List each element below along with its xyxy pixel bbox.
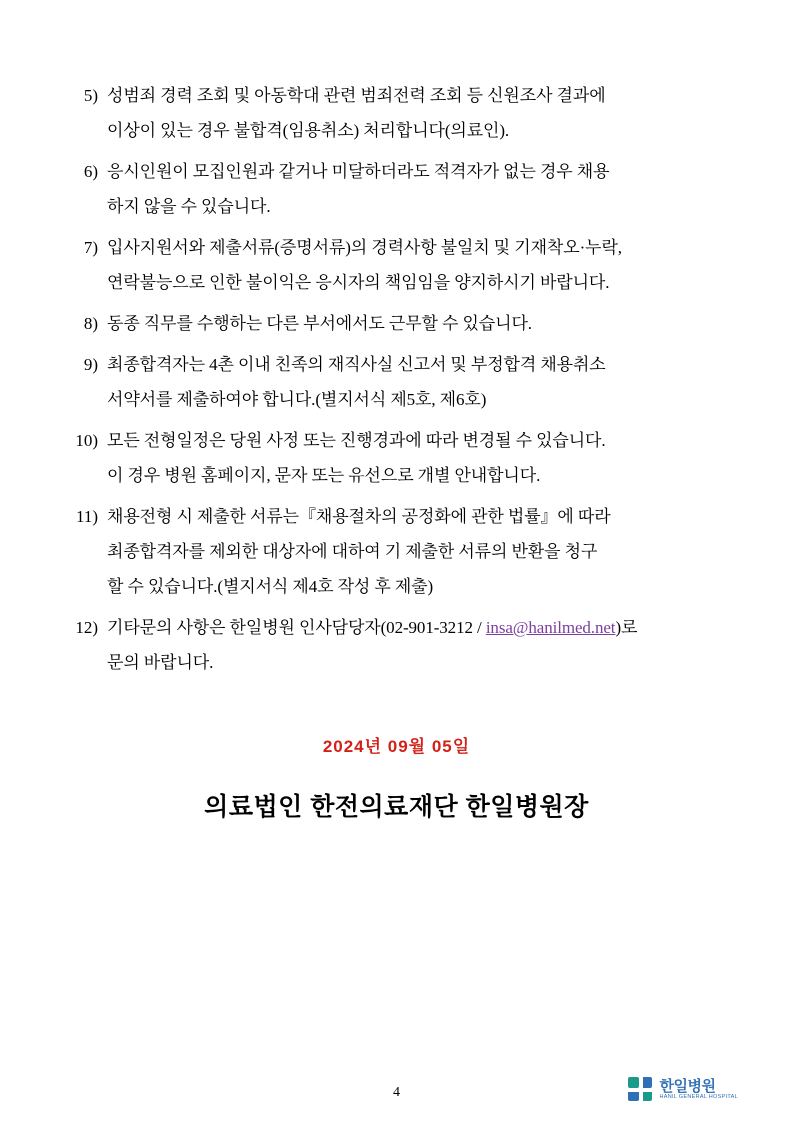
- list-item: [58, 78, 735, 148]
- text-line: 동종 직무를 수행하는 다른 부서에서도 근무할 수 있습니다.: [107, 314, 532, 333]
- text-line: 이 경우 병원 홈페이지, 문자 또는 유선으로 개별 안내합니다.: [107, 466, 541, 485]
- list-item: [58, 423, 735, 493]
- list-item-text: [107, 347, 735, 417]
- list-item-text: [107, 78, 735, 148]
- text-line: 최종합격자를 제외한 대상자에 대하여 기 제출한 서류의 반환을 청구: [107, 542, 598, 561]
- cross-logo-icon: [628, 1077, 654, 1103]
- list-item: [58, 230, 735, 300]
- list-item-marker: 8): [83, 314, 98, 333]
- signature-name: 의료법인 한전의료재단 한일병원장: [204, 793, 589, 821]
- list-item-text: [107, 499, 735, 604]
- list-item-text: [107, 230, 735, 300]
- text-segment: )로: [615, 618, 638, 637]
- list-item: [58, 347, 735, 417]
- text-line: 이상이 있는 경우 불합격(임용취소) 처리합니다(의료인).: [107, 121, 510, 140]
- logo-korean-name: 한일병원: [659, 1078, 716, 1096]
- email-link[interactable]: insa@hanilmed.net: [485, 618, 616, 637]
- list-item-text: [107, 423, 735, 493]
- signature-date: 2024년 09월 05일: [322, 737, 471, 756]
- text-line: 응시인원이 모집인원과 같거나 미달하더라도 적격자가 없는 경우 채용: [107, 162, 610, 181]
- page-number: 4: [393, 1085, 400, 1100]
- list-item: [58, 306, 735, 341]
- list-item-text: [107, 610, 735, 680]
- hospital-logo: [628, 1077, 738, 1103]
- text-line: 연락불능으로 인한 불이익은 응시자의 책임임을 양지하시기 바랍니다.: [107, 273, 610, 292]
- list-item-text: [107, 306, 735, 341]
- text-line-with-link: [107, 610, 735, 645]
- list-item-marker: 9): [83, 355, 98, 374]
- list-item: [58, 499, 735, 604]
- list-item: [58, 610, 735, 680]
- list-item-marker: 7): [83, 238, 98, 257]
- list-item-marker: 11): [75, 507, 98, 526]
- text-line: 서약서를 제출하여야 합니다.(별지서식 제5호, 제6호): [107, 390, 487, 409]
- text-line: 최종합격자는 4촌 이내 친족의 재직사실 신고서 및 부정합격 채용취소: [107, 355, 606, 374]
- text-line: 입사지원서와 제출서류(증명서류)의 경력사항 불일치 및 기재착오·누락,: [107, 238, 622, 257]
- text-line: 하지 않을 수 있습니다.: [107, 197, 271, 216]
- text-line: 할 수 있습니다.(별지서식 제4호 작성 후 제출): [107, 577, 434, 596]
- numbered-list: [58, 78, 735, 680]
- logo-text: [659, 1079, 738, 1101]
- text-line: 모든 전형일정은 당원 사정 또는 진행경과에 따라 변경될 수 있습니다.: [107, 431, 606, 450]
- list-item-marker: 12): [75, 618, 98, 637]
- text-line: 성범죄 경력 조회 및 아동학대 관련 범죄전력 조회 등 신원조사 결과에: [107, 86, 606, 105]
- list-item-marker: 10): [75, 431, 98, 450]
- text-line: 문의 바랍니다.: [107, 653, 214, 672]
- list-item-marker: 6): [83, 162, 98, 181]
- text-line: 채용전형 시 제출한 서류는『채용절차의 공정화에 관한 법률』에 따라: [107, 507, 611, 526]
- logo-english-name: HANIL GENERAL HOSPITAL: [659, 1093, 738, 1100]
- signature-block: [58, 732, 735, 823]
- list-item-marker: 5): [83, 86, 98, 105]
- list-item-text: [107, 154, 735, 224]
- list-item: [58, 154, 735, 224]
- text-segment: 기타문의 사항은 한일병원 인사담당자(02-901-3212 /: [107, 618, 486, 637]
